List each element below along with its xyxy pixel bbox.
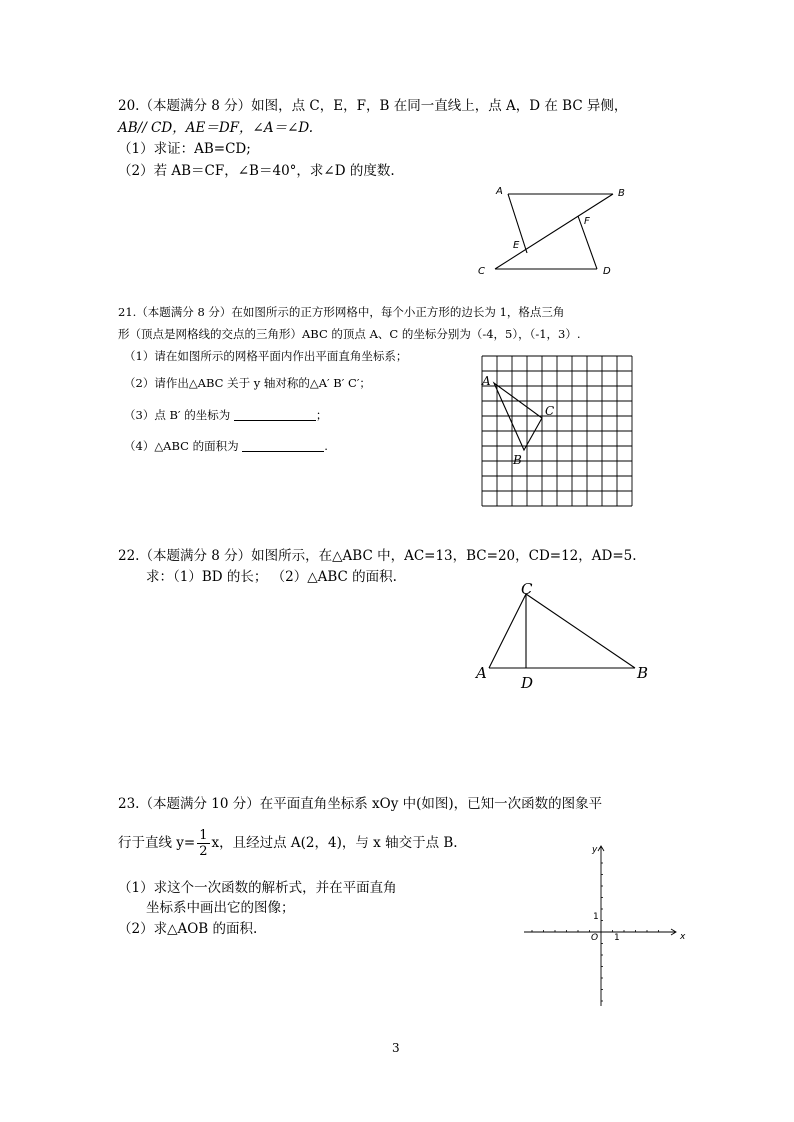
q20-label-F: F [584,216,590,227]
q20-part1: （1）求证：AB=CD; [118,141,251,157]
q23-label-1y: 1 [593,912,599,922]
q23-line2 [118,828,458,859]
q20-label-C: C [478,266,485,277]
q20-line2: AB// CD，AE＝DF，∠A＝∠D. [118,120,314,136]
q21-label-C: C [545,404,555,418]
q21-label-A: A [482,374,491,388]
q23-line2-a: 行于直线 y= [118,835,196,851]
page-number: 3 [392,1041,400,1055]
q23-label-x: x [680,932,686,942]
q21-answer-blank-4[interactable] [242,439,324,452]
q23-frac-num: 1 [199,828,208,843]
q23-coordinate-figure [518,838,688,1010]
q20-line1: 20.（本题满分 8 分）如图，点 C，E，F，B 在同一直线上，点 A，D 在 BC 异侧， [118,98,628,114]
q20-label-D: D [603,266,611,277]
q21-part2: （2）请作出△ABC 关于 y 轴对称的△A′ B′ C′； [124,376,371,390]
q22-label-C: C [521,580,533,598]
q21-label-B: B [513,453,522,467]
q21-part3 [124,406,327,424]
q23-frac-den: 2 [199,844,208,859]
q23-label-1x: 1 [614,933,620,943]
q20-label-B: B [618,188,625,199]
q23-part2: （2）求△AOB 的面积. [118,921,258,937]
q20-part2: （2）若 AB＝CF，∠B＝40°，求∠D 的度数. [118,163,395,179]
q22-line2: 求：（1）BD 的长； （2）△ABC 的面积. [146,569,397,585]
q21-triangle-abc [494,383,542,450]
q21-part4 [124,437,328,455]
q20-figure [470,178,630,283]
q21-part1: （1）请在如图所示的网格平面内作出平面直角坐标系； [124,349,408,363]
q21-part4-suffix: . [324,439,328,453]
q21-part3-suffix: ； [315,408,328,422]
q23-part1a: （1）求这个一次函数的解析式，并在平面直角 [118,880,397,896]
q21-part3-prefix: （3）点 B′ 的坐标为 [124,408,231,422]
q22-label-B: B [637,664,649,682]
q22-label-A: A [476,664,487,682]
q21-part4-prefix: （4）△ABC 的面积为 [124,439,239,453]
q22-figure [470,578,660,693]
q22-label-D: D [521,674,534,692]
q23-fraction [197,828,209,859]
q21-line2: 形（顶点是网格线的交点的三角形）ABC 的顶点 A、C 的坐标分别为（-4，5），（-1，3）. [118,327,581,341]
q23-part1b: 坐标系中画出它的图像； [146,900,295,916]
q20-label-A: A [496,186,503,197]
q22-line1: 22.（本题满分 8 分）如图所示，在△ABC 中，AC=13，BC=20，CD=12，AD=5. [118,548,637,564]
q23-label-O: O [591,933,599,943]
q23-line1: 23.（本题满分 10 分）在平面直角坐标系 xOy 中(如图)，已知一次函数的图象平 [118,796,603,812]
q23-line2-b: x，且经过点 A(2，4)，与 x 轴交于点 B. [211,835,458,851]
q20-label-E: E [513,240,520,251]
q21-grid-figure [478,352,638,514]
q23-label-y: y [592,845,598,855]
q21-line1: 21.（本题满分 8 分）在如图所示的正方形网格中，每个小正方形的边长为 1，格点三角 [118,305,565,319]
q21-answer-blank-3[interactable] [234,408,316,421]
